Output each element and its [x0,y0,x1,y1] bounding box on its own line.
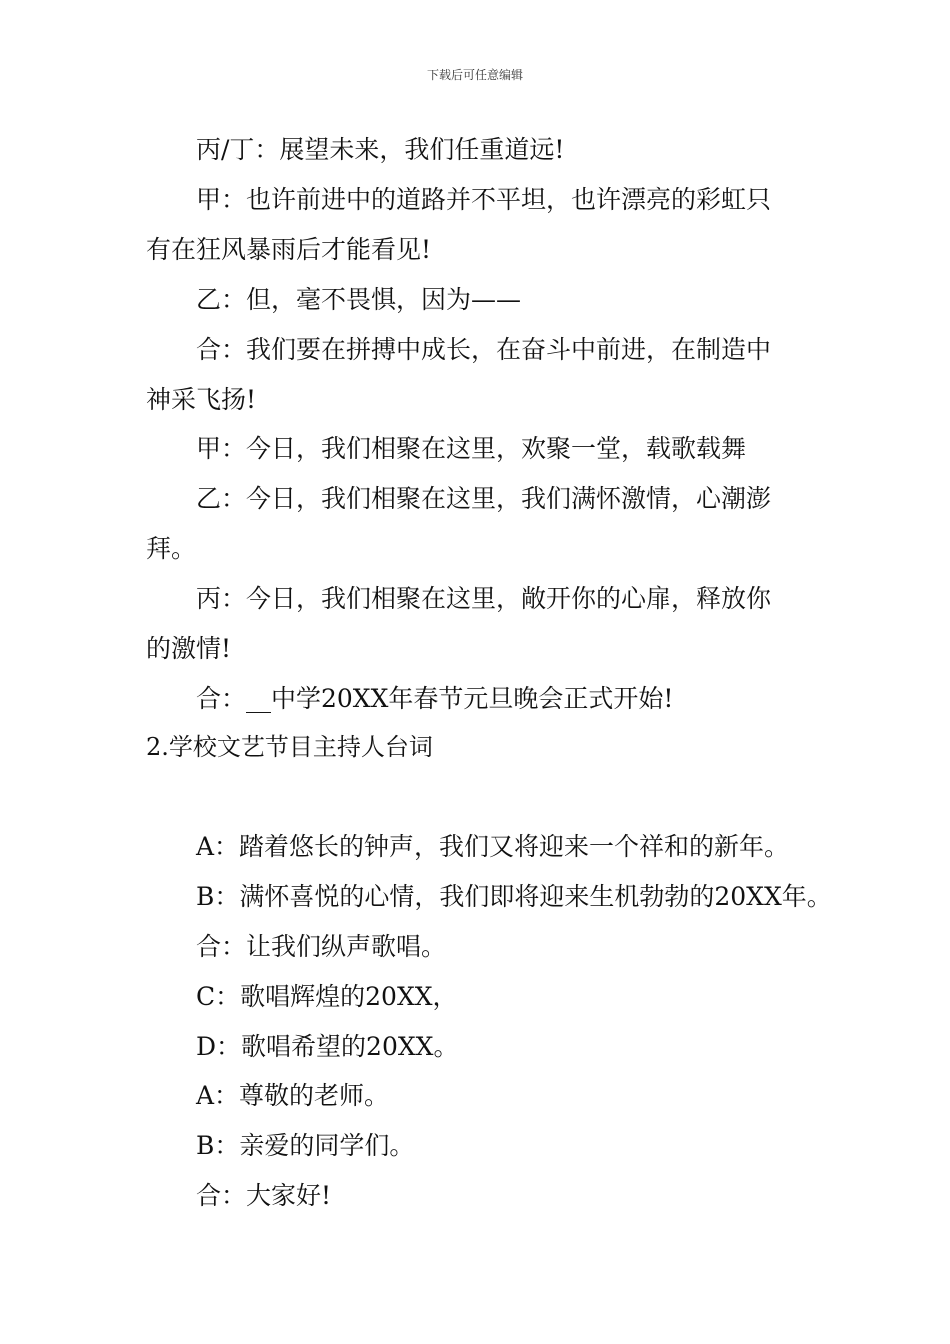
dialogue-line: 合：__中学20XX年春节元旦晚会正式开始! [196,684,674,713]
dialogue-line: 甲：也许前进中的道路并不平坦，也许漂亮的彩虹只 [196,185,772,214]
dialogue-line-continuation: 拜。 [146,534,197,563]
dialogue-line-continuation: 有在狂风暴雨后才能看见! [146,235,432,264]
dialogue-line: 丙/丁：展望未来，我们任重道远! [196,135,565,164]
dialogue-line-continuation: 神采飞扬! [146,385,257,414]
dialogue-line: C：歌唱辉煌的20XX， [196,982,458,1011]
dialogue-line: B：满怀喜悦的心情，我们即将迎来生机勃勃的20XX年。 [196,882,832,911]
dialogue-line-continuation: 的激情! [146,634,232,663]
dialogue-line: B：亲爱的同学们。 [196,1131,415,1160]
dialogue-line: 合：让我们纵声歌唱。 [196,932,447,961]
section-title: 2.学校文艺节目主持人台词 [146,733,433,761]
dialogue-line: 乙：但，毫不畏惧，因为—— [196,285,522,314]
dialogue-line: D：歌唱希望的20XX。 [196,1032,459,1061]
dialogue-line: 合：我们要在拼搏中成长，在奋斗中前进，在制造中 [196,335,772,364]
dialogue-line: A：尊敬的老师。 [196,1081,390,1110]
dialogue-line: 乙：今日，我们相聚在这里，我们满怀激情，心潮澎 [196,484,772,513]
dialogue-line: 丙：今日，我们相聚在这里，敞开你的心扉，释放你 [196,584,772,613]
dialogue-line: 甲：今日，我们相聚在这里，欢聚一堂，载歌载舞 [196,434,747,463]
page-header-note: 下载后可任意编辑 [426,68,523,82]
dialogue-line: 合：大家好! [196,1181,332,1210]
dialogue-line: A：踏着悠长的钟声，我们又将迎来一个祥和的新年。 [196,832,790,861]
